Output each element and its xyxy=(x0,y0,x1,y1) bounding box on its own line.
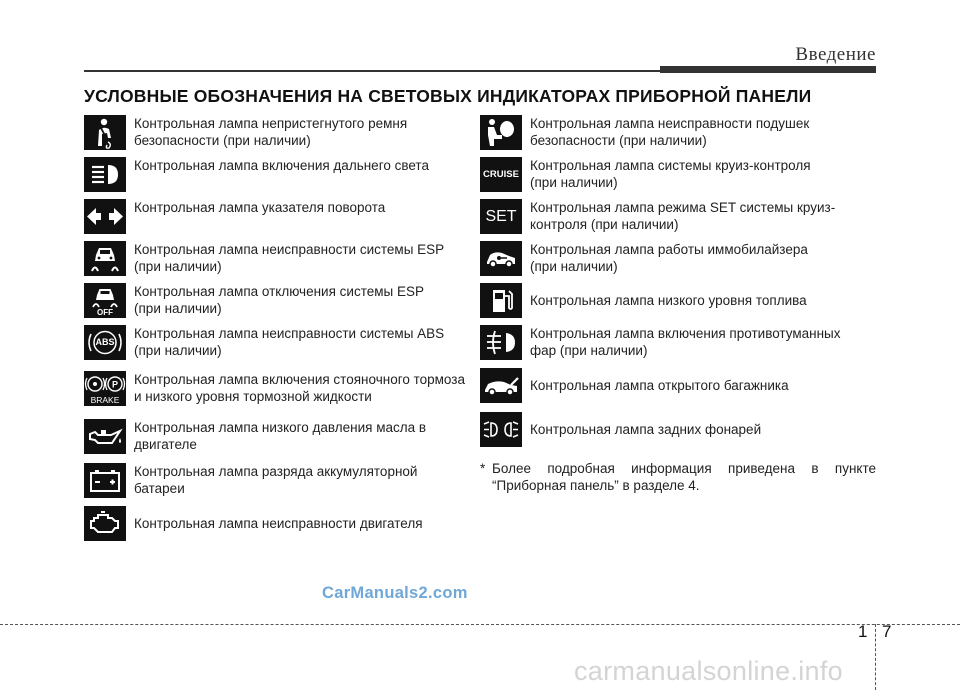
indicator-description: Контрольная лампа режима SET системы круиз- контроля (при наличии) xyxy=(530,200,836,232)
brake-icon: P BRAKE xyxy=(84,371,126,406)
footer-divider xyxy=(0,624,960,625)
indicator-item xyxy=(480,283,807,318)
indicator-description: Контрольная лампа разряда аккумуляторной батареи xyxy=(134,464,418,496)
oil-pressure-icon xyxy=(84,419,126,454)
indicator-item xyxy=(84,241,444,276)
chapter-title: Введение xyxy=(795,44,876,65)
indicator-description: Контрольная лампа непристегнутого ремня безопасности (при наличии) xyxy=(134,116,408,148)
indicator-description: Контрольная лампа указателя поворота xyxy=(134,200,386,215)
indicator-item xyxy=(84,115,407,150)
indicator-description: Контрольная лампа низкого уровня топлива xyxy=(530,293,807,308)
check-engine-icon xyxy=(84,506,126,541)
section-title: УСЛОВНЫЕ ОБОЗНАЧЕНИЯ НА СВЕТОВЫХ ИНДИКАТОРАХ ПРИБОРНОЙ ПАНЕЛИ xyxy=(84,86,812,106)
indicator-item xyxy=(84,419,426,454)
indicator-description: Контрольная лампа неисправности двигателя xyxy=(134,516,423,531)
indicator-description: Контрольная лампа неисправности системы ABS (при наличии) xyxy=(134,326,445,358)
cruise-icon: CRUISE xyxy=(480,157,522,192)
indicator-description: Контрольная лампа открытого багажника xyxy=(530,378,789,393)
page-number-divider xyxy=(875,624,877,690)
watermark-link[interactable]: CarManuals2.com xyxy=(322,584,468,602)
airbag-icon xyxy=(480,115,522,150)
header-rule-bold xyxy=(660,66,876,73)
indicator-item xyxy=(84,506,423,541)
abs-icon: ABS xyxy=(84,325,126,360)
footnote: * Более подробная информация приведена в пункте “Приборная панель” в разделе 4. xyxy=(480,461,876,493)
svg-text:P: P xyxy=(111,379,119,389)
fuel-icon xyxy=(480,283,522,318)
chapter-number: 1 xyxy=(858,622,868,641)
indicator-description: Контрольная лампа включения дальнего света xyxy=(134,158,429,173)
esp-off-icon: OFF xyxy=(84,283,126,318)
turn-signal-icon xyxy=(84,199,126,234)
indicator-item xyxy=(84,283,424,318)
indicator-description: Контрольная лампа неисправности подушек безопасности (при наличии) xyxy=(530,116,810,148)
indicator-item xyxy=(84,199,385,234)
trunk-open-icon xyxy=(480,368,522,403)
battery-icon xyxy=(84,463,126,498)
indicator-item xyxy=(480,199,835,234)
indicator-item xyxy=(84,325,444,360)
indicator-item xyxy=(84,371,465,406)
indicator-item xyxy=(480,412,761,447)
indicator-description: Контрольная лампа работы иммобилайзера (при наличии) xyxy=(530,242,808,274)
indicator-item xyxy=(480,368,789,403)
indicator-item xyxy=(480,241,808,276)
tail-light-icon xyxy=(480,412,522,447)
indicator-item xyxy=(84,463,417,498)
esp-icon xyxy=(84,241,126,276)
immobilizer-icon xyxy=(480,241,522,276)
indicator-description: Контрольная лампа отключения системы ESP (при наличии) xyxy=(134,284,424,316)
indicator-description: Контрольная лампа неисправности системы ESP (при наличии) xyxy=(134,242,445,274)
indicator-description: Контрольная лампа низкого давления масла в двигателе xyxy=(134,420,427,452)
indicator-item xyxy=(480,157,811,192)
indicator-description: Контрольная лампа системы круиз-контроля (при наличии) xyxy=(530,158,811,190)
set-icon: SET xyxy=(480,199,522,234)
indicator-description: Контрольная лампа включения стояночного тормоза и низкого уровня тормозной жидкости xyxy=(134,372,465,404)
seatbelt-icon xyxy=(84,115,126,150)
watermark-link[interactable]: carmanualsonline.info xyxy=(574,656,843,686)
indicator-description: Контрольная лампа задних фонарей xyxy=(530,422,762,437)
indicator-description: Контрольная лампа включения противотуманных фар (при наличии) xyxy=(530,326,841,358)
page-number: 7 xyxy=(882,622,892,641)
header-rule xyxy=(84,70,660,72)
indicator-item xyxy=(480,325,841,360)
indicator-item xyxy=(480,115,809,150)
high-beam-icon xyxy=(84,157,126,192)
indicator-item xyxy=(84,157,429,192)
fog-light-icon xyxy=(480,325,522,360)
